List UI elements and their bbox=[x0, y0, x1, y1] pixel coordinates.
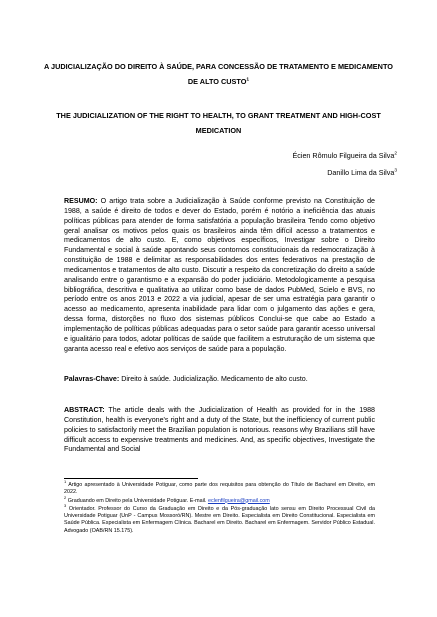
footnote-2-marker: 2 bbox=[64, 494, 67, 500]
author-1-footnote-marker: 2 bbox=[394, 151, 397, 157]
title-portuguese bbox=[40, 60, 397, 89]
resumo-label: RESUMO: bbox=[64, 197, 98, 205]
author-2-footnote-marker: 3 bbox=[394, 168, 397, 174]
author-2 bbox=[327, 168, 397, 178]
footnote-1-text: Artigo apresentado à Universidade Potiguar, como parte dos requisitos para obtenção do Título de Bacharel em Direito, em 2022. bbox=[64, 482, 375, 496]
footnote-3 bbox=[64, 503, 375, 535]
email-link[interactable]: eclenfilgueira@gmail.com bbox=[207, 497, 270, 504]
footnote-2 bbox=[64, 494, 375, 505]
resumo-paragraph bbox=[64, 197, 375, 355]
author-1-name: Écien Rômulo Filgueira da Silva bbox=[292, 151, 395, 160]
footnote-3-text: Orientador. Professor do Curso da Graduação em Direito e da Pós-graduação lato sensu em Direito Processual Civil da Universidade Potiguar (UnP - Campus Mossoró/RN). Mestre em Direito. Especialista em Direito Constitucional. Especialista em Saúde Pública. Especialista em Enfermagem Clínica. Bacharel em Direito. Bacharel em Enfermagem. Servidor Público Estadual. Advogado (OAB/RN 15.175). bbox=[64, 505, 375, 534]
keywords-text: Direito à saúde. Judicialização. Medicamento de alto custo. bbox=[121, 375, 308, 383]
title-footnote-marker: 1 bbox=[246, 77, 250, 83]
footnote-separator bbox=[64, 478, 198, 479]
keywords-paragraph bbox=[64, 375, 375, 385]
abstract-text: The article deals with the Judicialization of Health as provided for in the 1988 Constitution, health is everyone's right and a duty of the State, but the inefficiency of current public policies to satisfactorily meet the Brazilian population is notorious. reasons why Brazilians still have difficult access to expensive treatments and medicines. And, as specific objectives, Investigate the Fundamental and Social bbox=[64, 406, 376, 454]
footnote-2-text: Graduando em Direito pela Universidade Potiguar. E-mail. bbox=[67, 497, 207, 504]
footnote-1 bbox=[64, 479, 375, 497]
abstract-label: ABSTRACT: bbox=[64, 406, 105, 414]
title-english: THE JUDICIALIZATION OF THE RIGHT TO HEALTH, TO GRANT TREATMENT AND HIGH-COST MEDICATION bbox=[56, 111, 381, 135]
footnotes bbox=[64, 479, 375, 536]
author-1 bbox=[292, 151, 397, 161]
keywords-label: Palavras-Chave: bbox=[64, 375, 120, 383]
resumo-text: O artigo trata sobre a Judicialização à Saúde conforme previsto na Constituição de 1988, a saúde é direito de todos e dever do Estado, porém é notório a ineficiência das atuais políticas públicas para atender de forma satisfatória a população brasileira Tendo como objetivo geral analisar os motivos pelos quais os brasileiros ainda têm difícil acesso a tratamentos e medicamentos de alto custo. E, como objetivos específicos, Investigar sobre o Direito Fundamental e social à saúde apontando seus contornos constitucionais da redemocratização à constituição de 1988 e delimitar as responsabilidades dos entes federativos na prestação de medicamentos e tratamentos de alto custo. Discutir a respeito da concretização do direito a saúde analisando entre o garantismo e a expansão do poder judiciário. Metodologicamente a pesquisa bibliográfica, descritiva e qualitativa ao utilizar como base de dados PubMed, Scielo e BVS, no período entre os anos 2013 e 2022 a via judicial, apesar de ser uma estratégia para garantir o acesso ao medicamento, apresenta inabilidade para lidar com o julgamento das ações e gera, dessa forma, distorções no fluxo dos sistemas públicos Conclui-se que cabe ao Estado a implementação de políticas públicas adequadas para o setor saúde para garantir acesso universal e igualitário para todos, adotar políticas de saúde que facilitem a estruturação de um sistema que garanta acesso real e efetivo aos serviços de saúde para a população. bbox=[64, 197, 375, 353]
footnote-1-marker: 1 bbox=[64, 479, 67, 485]
title-portuguese-text: A JUDICIALIZAÇÃO DO DIREITO À SAÚDE, PARA CONCESSÃO DE TRATAMENTO E MEDICAMENTO DE ALTO CUSTO bbox=[44, 62, 393, 86]
footnote-3-marker: 3 bbox=[64, 503, 67, 509]
abstract-paragraph bbox=[64, 406, 375, 455]
author-2-name: Danillo Lima da Silva bbox=[327, 168, 395, 177]
